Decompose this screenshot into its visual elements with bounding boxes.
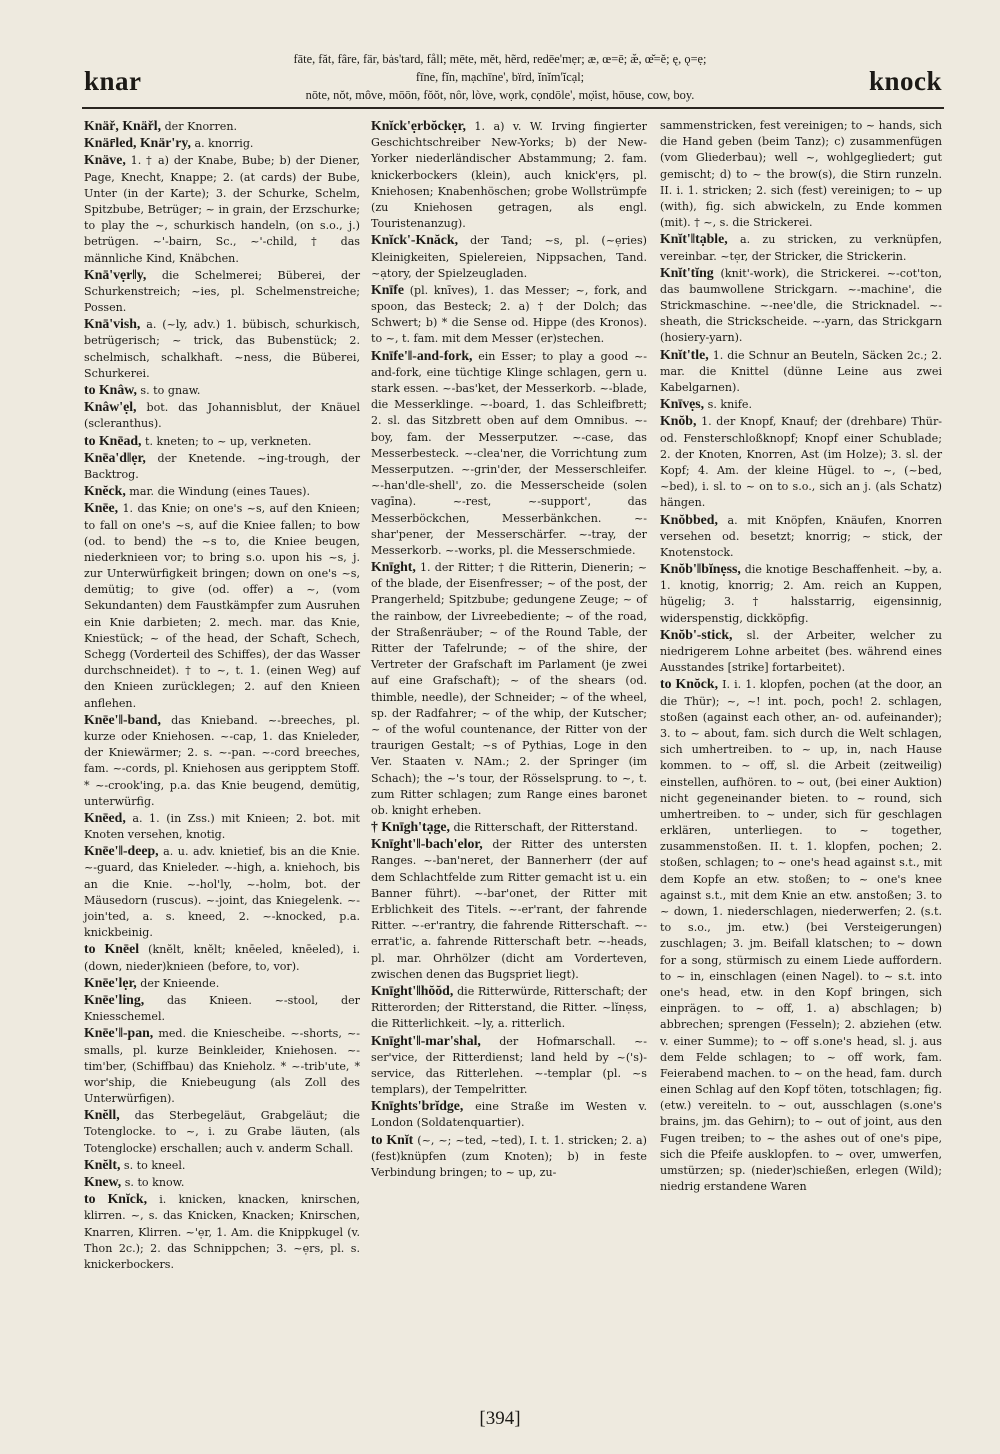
entry-headword: Knīvẹs, bbox=[660, 396, 705, 412]
entry-headword: Knēa'd‖ẹr, bbox=[84, 449, 146, 465]
entry-headword: Knäř, Knäřl, bbox=[84, 118, 162, 133]
entry-headword: Knŏb'-stick, bbox=[660, 626, 733, 642]
entry-headword: to Knēad, bbox=[84, 432, 142, 448]
entry-definition: (knit'-work), die Strickerei. ~-cot'ton, das baumwollene Strickgarn. ~-machine', die Strickmaschine. ~-nee'dle, die Stricknadel. ~-sheath, die Strickscheide. ~-yarn, das Strickgarn (hosiery-yarn). bbox=[660, 266, 942, 345]
entry-headword: to Knŏck, bbox=[660, 676, 719, 692]
entry-definition: a. mit Knöpfen, Knäufen, Knorren versehen od. besetzt; knorrig; ~ stick, der Knotenstock. bbox=[660, 513, 942, 559]
entry-definition: 1. der Ritter; † die Ritterin, Dienerin; ~ of the blade, der Eisenfresser; ~ of the post, der Prangerheld; Spitzbube; gedungene Zeuge; ~ of the rainbow, der Livreebediente; ~ of the road, der Straßenräuber; ~ of the Round Table, der Ritter der Tafelrunde; ~ of the shire, der Vertreter der Grafschaft im Parlament (je zwei auf eine Grafschaft); ~ of the shears (od. thimble, needle), der Schneider; ~ of the wheel, sp. der Radfahrer; ~ of the whip, der Kutscher; ~ of the woful countenance, der Ritter von der traurigen Gestalt; ~s of Pythias, Loge in den Ver. Staaten v. NAm.; 2. der Springer (im Schach); the ~'s tour, der Rösselsprung. to ~, t. zum Ritter schlagen; zum Range eines baronet ob. knight erheben. bbox=[371, 561, 647, 817]
entry-definition: 1. † a) der Knabe, Bube; b) der Diener, Page, Knecht, Knappe; 2. (at cards) der Bube, Unter (in der Karte); 3. der Schurke, Schelm, Spitzbube, Betrüger; ~ in grain, der Erzschurke; to play the ~, schurkisch handeln, (on s.o., j.) betrügen. ~'-bairn, Sc., ~'-child, † das männliche Kind, Knäbchen. bbox=[84, 154, 360, 265]
column-middle bbox=[371, 118, 647, 1181]
entry-headword: Knäve, bbox=[84, 152, 126, 168]
dictionary-entry bbox=[84, 433, 360, 450]
entry-definition: der Hofmarschall. ~-ser'vice, der Ritterdienst; land held by ~('s)-service, das Ritterlehen. ~-templar (pl. ~s templars), der Tempelritter. bbox=[371, 1034, 647, 1097]
dictionary-entry bbox=[660, 396, 942, 413]
entry-headword: Knĭt'tĭng bbox=[660, 264, 714, 280]
entry-definition: der Tand; ~s, pl. (~ẹries) Kleinigkeiten, Spielereien, Nippsachen, Tand. ~ạtory, der Spielzeugladen. bbox=[371, 234, 647, 280]
entry-definition: (knĕlt, knĕlt; knēeled, knēeled), i. (down, nieder)knieen (before, to, vor). bbox=[84, 943, 360, 973]
entry-definition: das Sterbegeläut, Grabgeläut; die Totenglocke. to ~, i. zu Grabe läuten, (als Totenglocke) erschallen; auch v. anderm Schall. bbox=[84, 1109, 360, 1155]
dictionary-entry bbox=[660, 512, 942, 562]
dictionary-entry bbox=[371, 118, 647, 232]
entry-headword: Knīght, bbox=[371, 559, 416, 575]
right-guide-word: knock bbox=[868, 66, 942, 96]
entry-headword: Knēe'ling, bbox=[84, 991, 145, 1007]
entry-definition: s. to gnaw. bbox=[136, 384, 201, 397]
entry-headword: † Knīgh'tạge, bbox=[371, 819, 450, 835]
dictionary-entry bbox=[371, 983, 647, 1033]
entry-definition: 1. a) v. W. Irving fingierter Geschichtschreiber New-Yorks; b) der New-Yorker niederländischer Abstammung; 2. fam. knickerbockers (klein), auch knick'ẹrs, pl. Kniehosen; Knabenhöschen; grobe Wollstrümpfe (zu Kniehosen getragen, als engl. Touristenanzug). bbox=[371, 120, 647, 231]
dictionary-entry bbox=[84, 1174, 360, 1191]
dictionary-entry bbox=[84, 1191, 360, 1273]
entry-headword: Knĭck'-Knăck, bbox=[371, 232, 459, 248]
entry-definition: sl. der Arbeiter, welcher zu niedrigerem Lohne arbeitet (bes. während eines Ausstandes [strike] fortarbeitet). bbox=[660, 628, 942, 675]
entry-definition: ein Esser; to play a good ~-and-fork, eine tüchtige Klinge schlagen, gern u. stark essen. ~-bas'ket, der Messerkorb. ~-blade, die Messerklinge. ~-board, 1. das Schleifbrett; 2. sl. das Sitzbrett oben auf dem Omnibus. ~-boy, fam. der Messerputzer. ~-case, das Messerbesteck. ~-clea'ner, die Vorrichtung zum Messerputzen. ~-grin'der, der Messerschleifer. ~-han'dle-shell', zo. die Messerscheide (solen vagīna). ~-rest, ~-support', das Messerböckchen, Messerbänkchen. ~-shar'pener, der Messerschärfer. ~-tray, der Messerkorb. ~-works, pl. die Messerschmiede. bbox=[371, 349, 647, 557]
dictionary-entry bbox=[660, 413, 942, 511]
entry-definition: eine Straße im Westen v. London (Soldatenquartier). bbox=[371, 1100, 647, 1130]
entry-headword: Knâw'ẹl, bbox=[84, 399, 137, 415]
dictionary-entry bbox=[660, 561, 942, 627]
dictionary-entry bbox=[84, 118, 360, 135]
entry-headword: Knēe'‖-band, bbox=[84, 711, 161, 727]
pronunciation-key-line: nōte, nŏt, mȏve, mōōn, fŏŏt, nôr, lòve, wọrk, cọndōle', mọ̈ist, hōuse, cow, boy. bbox=[305, 88, 695, 102]
entry-definition: mar. die Windung (eines Taues). bbox=[125, 485, 311, 499]
entry-definition: a. u. adv. knietief, bis an die Knie. ~-guard, das Knieleder. ~-high, a. kniehoch, bis an die Knie. ~-hol'ly, ~-holm, bot. der Mäusedorn (ruscus). ~-joint, das Kniegelenk. ~-join'ted, a. s. kneed, 2. ~-knocked, p.a. knickbeinig. bbox=[84, 845, 360, 940]
dictionary-entry bbox=[660, 676, 942, 1195]
entry-definition: i. knicken, knacken, knirschen, klirren. ~, s. das Knicken, Knacken; Knirschen, Knarren, Klirren. ~'ẹr, 1. Am. die Knippkugel (v. Thon 2c.); 2. das Schnippchen; 3. ~ẹrs, pl. s. knickerbockers. bbox=[84, 1193, 360, 1271]
entry-definition: die Schelmerei; Büberei, der Schurkenstreich; ~ies, pl. Schelmenstreiche; Possen. bbox=[84, 268, 360, 315]
entry-definition: (pl. knīves), 1. das Messer; ~, fork, and spoon, das Besteck; 2. a) † der Dolch; das Schwert; b) * die Sense od. Hippe (des Kronos). to ~, t. fam. mit dem Messer (er)stechen. bbox=[371, 283, 647, 346]
entry-headword: to Knēel bbox=[84, 941, 140, 957]
dictionary-entry bbox=[84, 1157, 360, 1174]
dictionary-entry bbox=[371, 282, 647, 348]
entry-headword: Knīfe bbox=[371, 281, 404, 297]
entry-headword: Knēe'‖-pan, bbox=[84, 1025, 154, 1041]
entry-definition: der Ritter des untersten Ranges. ~-ban'neret, der Bannerherr (der auf dem Schlachtfelde zum Ritter gemacht ist u. ein Banner führt). ~-bar'onet, der Ritter mit Erblichkeit des Titels. ~-er'rant, der fahrende Ritter. ~-er'rantry, die fahrende Ritterschaft. ~-errat'ic, a. fahrende Ritterschaft betr. ~-heads, pl. mar. Ohrhölzer (dicht am Vorderteven, zwischen denen das Bugspriet liegt). bbox=[371, 838, 647, 981]
entry-definition: a. (~ly, adv.) 1. bübisch, schurkisch, betrügerisch; ~ trick, das Bubenstück; 2. schelmisch, schalkhaft. ~ness, die Büberei, Schurkerei. bbox=[84, 318, 360, 380]
entry-headword: Knĭt'‖tạble, bbox=[660, 231, 728, 247]
entry-headword: Knēe'‖-deep, bbox=[84, 843, 159, 859]
entry-definition: der Knetende. ~ing-trough, der Backtrog. bbox=[84, 451, 360, 481]
entry-headword: Knā'vish, bbox=[84, 316, 141, 332]
entry-headword: Knŏbbed, bbox=[660, 511, 718, 527]
dictionary-entry bbox=[371, 836, 647, 983]
entry-definition: 1. der Knopf, Knauf; der (drehbare) Thür- od. Fensterschloßknopf; Knopf einer Schublade; 2. der Knoten, Knorren, Ast (im Holze); 3. sl. der Kopf; 4. Am. der kleine Hügel. to ~, (~bed, ~bed), i. sl. to ~ on to s.o., sich an j. (als Schatz) hängen. bbox=[660, 415, 942, 510]
dictionary-entry bbox=[371, 819, 647, 836]
entry-headword: Knŏb, bbox=[660, 413, 697, 429]
dictionary-entry bbox=[84, 316, 360, 382]
dictionary-entry bbox=[84, 712, 360, 810]
entry-definition: die knotige Beschaffenheit. ~by, a. 1. knotig, knorrig; 2. Am. reich an Kuppen, hügelig; 3. † halsstarrig, eigensinnig, widerspenstig, dickköpfig. bbox=[660, 563, 942, 625]
entry-headword: to Knĭck, bbox=[84, 1191, 148, 1207]
entry-headword: Knēe'lẹr, bbox=[84, 974, 137, 990]
entry-definition: a. zu stricken, zu verknüpfen, vereinbar. ~tẹr, der Stricker, die Strickerin. bbox=[660, 233, 942, 263]
entry-definition: s. knife. bbox=[704, 398, 752, 412]
entry-definition: t. kneten; to ~ up, verkneten. bbox=[141, 434, 312, 448]
dictionary-entry bbox=[84, 450, 360, 483]
dictionary-entry bbox=[84, 1025, 360, 1107]
entry-headword: to Knâw, bbox=[84, 382, 137, 397]
pronunciation-key bbox=[200, 50, 800, 104]
dictionary-entry bbox=[84, 135, 360, 152]
pronunciation-key-line: fīne, fĭn, mạchīne', bïrd, ĭnĭm'ĭcạl; bbox=[415, 70, 585, 84]
entry-headword: to Knĭt bbox=[371, 1131, 414, 1147]
entry-headword: Knĕlt, bbox=[84, 1156, 121, 1172]
entry-definition: med. die Kniescheibe. ~-shorts, ~-smalls, pl. kurze Beinkleider, Kniehosen. ~-tim'ber, (Schiffbau) das Knieholz. * ~-trib'ute, * wor'ship, die Kniebeugung (als Zoll des Unterwürfigen). bbox=[84, 1027, 360, 1106]
dictionary-entry bbox=[660, 265, 942, 347]
dictionary-entry bbox=[371, 232, 647, 282]
entry-headword: Knīght'‖hŏŏd, bbox=[371, 982, 454, 998]
entry-headword: Knĕck, bbox=[84, 483, 126, 499]
entry-headword: Knew, bbox=[84, 1174, 122, 1189]
dictionary-entry bbox=[84, 152, 360, 266]
dictionary-entry bbox=[371, 1132, 647, 1182]
entry-definition: a. 1. (in Zss.) mit Knieen; 2. bot. mit Knoten versehen, knotig. bbox=[84, 811, 360, 842]
column-left bbox=[84, 118, 360, 1273]
dictionary-entry bbox=[660, 231, 942, 264]
dictionary-entry bbox=[84, 1107, 360, 1157]
entry-definition: (~, ~; ~ted, ~ted), I. t. 1. stricken; 2. a) (fest)knüpfen (zum Knoten); b) in feste Verbindung bringen; to ~ up, zu- bbox=[371, 1133, 647, 1179]
entry-definition: 1. die Schnur an Beuteln, Säcken 2c.; 2. mar. die Knittel (dünne Leine aus zwei Kabelgarnen). bbox=[660, 348, 942, 394]
entry-definition: bot. das Johannisblut, der Knäuel (scleranthus). bbox=[84, 401, 360, 431]
entry-definition: das Knieen. ~-stool, der Kniesschemel. bbox=[84, 993, 360, 1024]
dictionary-entry bbox=[371, 559, 647, 819]
entry-definition: der Knorren. bbox=[161, 120, 238, 133]
entry-headword: Knĕll, bbox=[84, 1107, 120, 1123]
entry-definition: s. to know. bbox=[121, 1176, 185, 1189]
dictionary-entry bbox=[84, 382, 360, 399]
entry-definition: die Ritterwürde, Ritterschaft; der Ritterorden; der Ritterstand, die Ritter. ~lĭnẹss, die Ritterlichkeit. ~ly, a. ritterlich. bbox=[371, 984, 647, 1031]
entry-headword: Knīghts'brĭdge, bbox=[371, 1098, 464, 1114]
entry-definition: 1. das Knie; on one's ~s, auf den Knieen; to fall on one's ~s, auf die Kniee fallen; to bow (od. to bend) the ~s to, die Kniee beugen, niederknieen vor; to bring s.o. upon his ~s, j. zur Unterwürfigkeit bringen; down on one's ~s, demütig; to give (od. offer) a ~, (vom Sekundanten) dem Faustkämpfer zum Ausruhen ein Knie darbieten; 2. mech. mar. das Knie, Kniestück; ~ of the head, der Schaft, Schech, Schegg (Vorderteil des Schiffes), der das Wasser durchschneidet). † to ~, t. 1. (einen Weg) auf den Knieen zurücklegen; 2. auf den Knieen anflehen. bbox=[84, 502, 360, 710]
entry-headword: Knĭt'tle, bbox=[660, 346, 709, 362]
dictionary-entry bbox=[84, 992, 360, 1025]
dictionary-entry bbox=[84, 975, 360, 992]
dictionary-entry bbox=[371, 1098, 647, 1131]
dictionary-entry bbox=[84, 483, 360, 500]
dictionary-entry bbox=[371, 1033, 647, 1099]
entry-headword: Knīfe'‖-and-fork, bbox=[371, 347, 473, 363]
dictionary-entry bbox=[660, 118, 942, 231]
entry-definition: I. i. 1. klopfen, pochen (at the door, an die Thür); ~, ~! int. poch, poch! 2. schlagen, stoßen (against each other, an- od. aufeinander); 3. to ~ about, fam. sich durch die Welt schlagen, sich umhertreiben. to ~ up, in, nach Hause kommen. to ~ off, sl. die Arbeit (zeitweilig) einstellen, aufhören. to ~ out, (bei einer Auktion) nicht gegeneinander bieten. to ~ round, sich umhertreiben. to ~ under, sich für geschlagen erklären, unterliegen. to ~ together, zusammenstoßen. II. t. 1. klopfen, pochen; 2. stoßen, schlagen; to ~ one's head against s.t., mit dem Kopfe an etw. stoßen; to ~ one's knee against s.t., mit dem Knie an etw. anstoßen; 3. to ~ down, 1. niederschlagen, niederwerfen; 2. (s.t. to s.o., jm. etw.) (bei Versteigerungen) zuschlagen; 3. jm. Beifall klatschen; to ~ down for a song, stürmisch zu einem Liede auffordern. to ~ in, einschlagen (einen Nagel). to ~ s.t. into one's head, etw. in den Kopf bringen, sich einprägen. to ~ off, 1. a) abschlagen; b) abbrechen; sprengen (Fesseln); 2. abziehen (etw. v. einer Summe); to ~ off s.one's head, sl. j. aus dem Felde schlagen; to ~ off work, fam. Feierabend machen. to ~ on the head, fam. durch einen Schlag auf den Kopf töten, totschlagen; fig. (etw.) vereiteln. to ~ out, ausschlagen (s.one's brains, jm. das Gehirn); to ~ out of joint, aus den Fugen treiben; to ~ the ashes out of one's pipe, sich die Pfeife ausklopfen. to ~ over, umwerfen, umstürzen; sp. (nieder)schießen, erlegen (Wild); niedrig erstandene Waren bbox=[660, 678, 942, 1194]
entry-definition: a. knorrig. bbox=[190, 137, 254, 151]
page-number: [394] bbox=[479, 1408, 521, 1429]
dictionary-entry bbox=[84, 267, 360, 317]
entry-definition: das Knieband. ~-breeches, pl. kurze oder Kniehosen. ~-cap, 1. das Knieleder, der Kniewärmer; 2. s. ~-pan. ~-cord breeches, fam. ~-cords, pl. Kniehosen aus geripptem Stoff. * ~-crook'ing, p.a. das Knie beugend, demütig, unterwürfig. bbox=[84, 713, 360, 808]
dictionary-entry bbox=[84, 810, 360, 843]
entry-definition: die Ritterschaft, der Ritterstand. bbox=[449, 821, 638, 835]
dictionary-entry bbox=[84, 399, 360, 432]
dictionary-entry bbox=[660, 347, 942, 397]
dictionary-entry bbox=[371, 348, 647, 559]
entry-headword: Knŏb'‖bĭnẹss, bbox=[660, 561, 741, 577]
dictionary-entry bbox=[84, 843, 360, 941]
entry-headword: Knär̄led, Knär'ry, bbox=[84, 135, 191, 151]
column-right bbox=[660, 118, 942, 1195]
entry-headword: Knā'vẹr‖y, bbox=[84, 266, 147, 282]
entry-headword: Knīght'‖-mar'shal, bbox=[371, 1032, 481, 1048]
pronunciation-key-line: fāte, făt, fâre, fär, bȧs'tard, fåll; mēte, mĕt, hẽrd, redēe'mẹr; æ, œ=ē; æ̆, œ̆=ĕ; ę, ǫ=ẹ; bbox=[293, 52, 707, 66]
left-guide-word: knar bbox=[84, 66, 142, 96]
entry-definition: der Knieende. bbox=[136, 976, 220, 990]
entry-headword: Knĭck'ẹrbŏckẹr, bbox=[371, 118, 466, 133]
entry-headword: Knīght'‖-bach'elor, bbox=[371, 836, 483, 852]
dictionary-entry bbox=[84, 941, 360, 974]
entry-headword: Knēe, bbox=[84, 500, 119, 516]
entry-definition: s. to kneel. bbox=[120, 1158, 186, 1172]
entry-headword: Knēed, bbox=[84, 809, 126, 825]
dictionary-entry bbox=[84, 500, 360, 711]
header-rule bbox=[82, 107, 944, 109]
dictionary-entry bbox=[660, 627, 942, 677]
entry-definition: sammenstricken, fest vereinigen; to ~ hands, sich die Hand geben (beim Tanz); c) zusammenfügen (vom Gliederbau); well ~, wohlgegliedert; gut gemischt; d) to ~ the brow(s), die Stirn runzeln. II. i. 1. stricken; 2. sich (fest) vereinigen; to ~ up (with), fig. sich abwickeln, zu Ende kommen (mit). † ~, s. die Strickerei. bbox=[660, 119, 942, 230]
